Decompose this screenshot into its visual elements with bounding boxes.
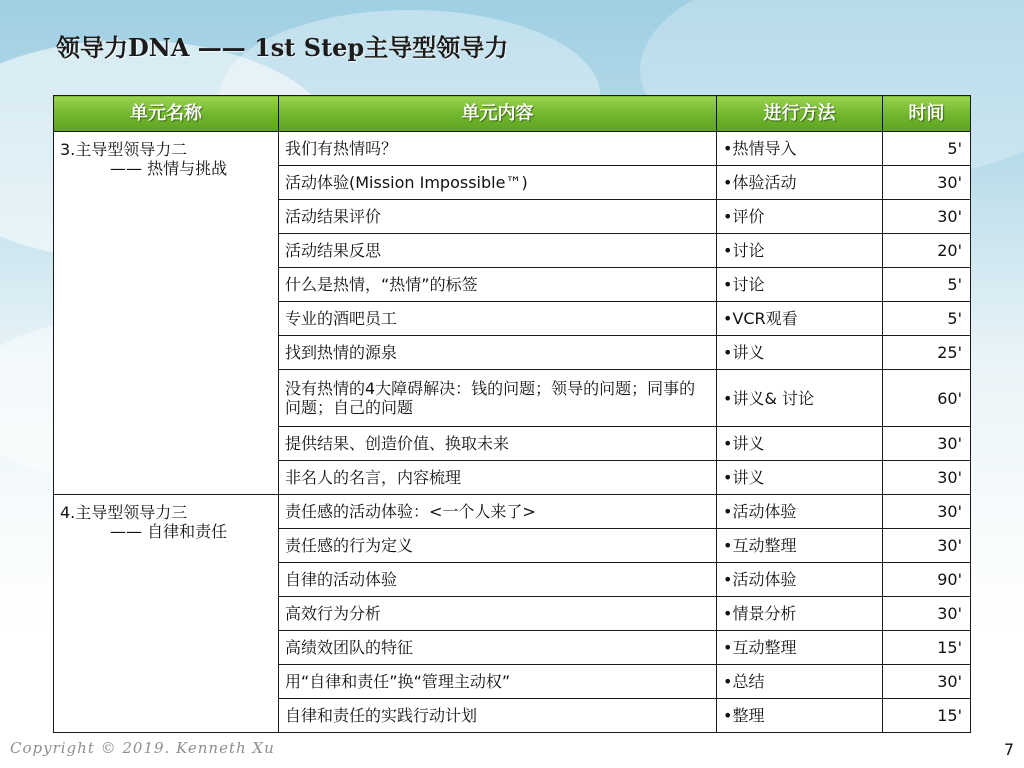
time-cell: 30'	[883, 461, 971, 495]
header-method: 进行方法	[717, 96, 883, 132]
time-cell: 25'	[883, 336, 971, 370]
method-cell: •讨论	[717, 268, 883, 302]
unit-cell	[54, 132, 279, 495]
method-cell: •讲义	[717, 336, 883, 370]
time-cell: 5'	[883, 302, 971, 336]
time-cell: 20'	[883, 234, 971, 268]
method-cell: •评价	[717, 200, 883, 234]
method-cell: •互动整理	[717, 631, 883, 665]
method-cell: •整理	[717, 699, 883, 733]
course-outline-table	[53, 95, 971, 733]
method-cell: •讲义& 讨论	[717, 370, 883, 427]
content-cell: 活动体验(Mission Impossible™)	[279, 166, 717, 200]
time-cell: 30'	[883, 427, 971, 461]
content-cell: 没有热情的4大障碍解决：钱的问题；领导的问题；同事的问题；自己的问题	[279, 370, 717, 427]
content-cell: 责任感的行为定义	[279, 529, 717, 563]
method-cell: •讲义	[717, 461, 883, 495]
time-cell: 60'	[883, 370, 971, 427]
header-unit-content: 单元内容	[279, 96, 717, 132]
method-cell: •讨论	[717, 234, 883, 268]
page-number: 7	[1003, 740, 1014, 759]
content-cell: 高绩效团队的特征	[279, 631, 717, 665]
unit-cell	[54, 495, 279, 733]
content-cell: 活动结果反思	[279, 234, 717, 268]
time-cell: 30'	[883, 166, 971, 200]
table-row	[54, 495, 971, 529]
method-cell: •总结	[717, 665, 883, 699]
content-cell: 我们有热情吗？	[279, 132, 717, 166]
time-cell: 15'	[883, 631, 971, 665]
content-cell: 活动结果评价	[279, 200, 717, 234]
table-header-row	[54, 96, 971, 132]
method-cell: •情景分析	[717, 597, 883, 631]
method-cell: •VCR观看	[717, 302, 883, 336]
content-cell: 自律和责任的实践行动计划	[279, 699, 717, 733]
time-cell: 15'	[883, 699, 971, 733]
content-cell: 用“自律和责任”换“管理主动权”	[279, 665, 717, 699]
method-cell: •互动整理	[717, 529, 883, 563]
content-cell: 高效行为分析	[279, 597, 717, 631]
method-cell: •活动体验	[717, 563, 883, 597]
time-cell: 30'	[883, 495, 971, 529]
content-cell: 非名人的名言，内容梳理	[279, 461, 717, 495]
time-cell: 90'	[883, 563, 971, 597]
content-cell: 自律的活动体验	[279, 563, 717, 597]
method-cell: •活动体验	[717, 495, 883, 529]
unit-subtitle: —— 热情与挑战	[110, 159, 228, 178]
method-cell: •热情导入	[717, 132, 883, 166]
unit-title: 4.主导型领导力三	[60, 503, 188, 522]
time-cell: 30'	[883, 597, 971, 631]
slide-title: 领导力DNA —— 1st Step主导型领导力	[56, 33, 509, 62]
content-cell: 什么是热情，“热情”的标签	[279, 268, 717, 302]
time-cell: 5'	[883, 132, 971, 166]
header-time: 时间	[883, 96, 971, 132]
method-cell: •体验活动	[717, 166, 883, 200]
unit-title: 3.主导型领导力二	[60, 140, 188, 159]
content-cell: 找到热情的源泉	[279, 336, 717, 370]
copyright-footer: Copyright © 2019. Kenneth Xu	[10, 739, 275, 757]
table-row	[54, 132, 971, 166]
time-cell: 5'	[883, 268, 971, 302]
time-cell: 30'	[883, 665, 971, 699]
time-cell: 30'	[883, 529, 971, 563]
content-cell: 责任感的活动体验：<一个人来了>	[279, 495, 717, 529]
time-cell: 30'	[883, 200, 971, 234]
unit-subtitle: —— 自律和责任	[110, 522, 228, 541]
method-cell: •讲义	[717, 427, 883, 461]
header-unit-name: 单元名称	[54, 96, 279, 132]
content-cell: 专业的酒吧员工	[279, 302, 717, 336]
content-cell: 提供结果、创造价值、换取未来	[279, 427, 717, 461]
